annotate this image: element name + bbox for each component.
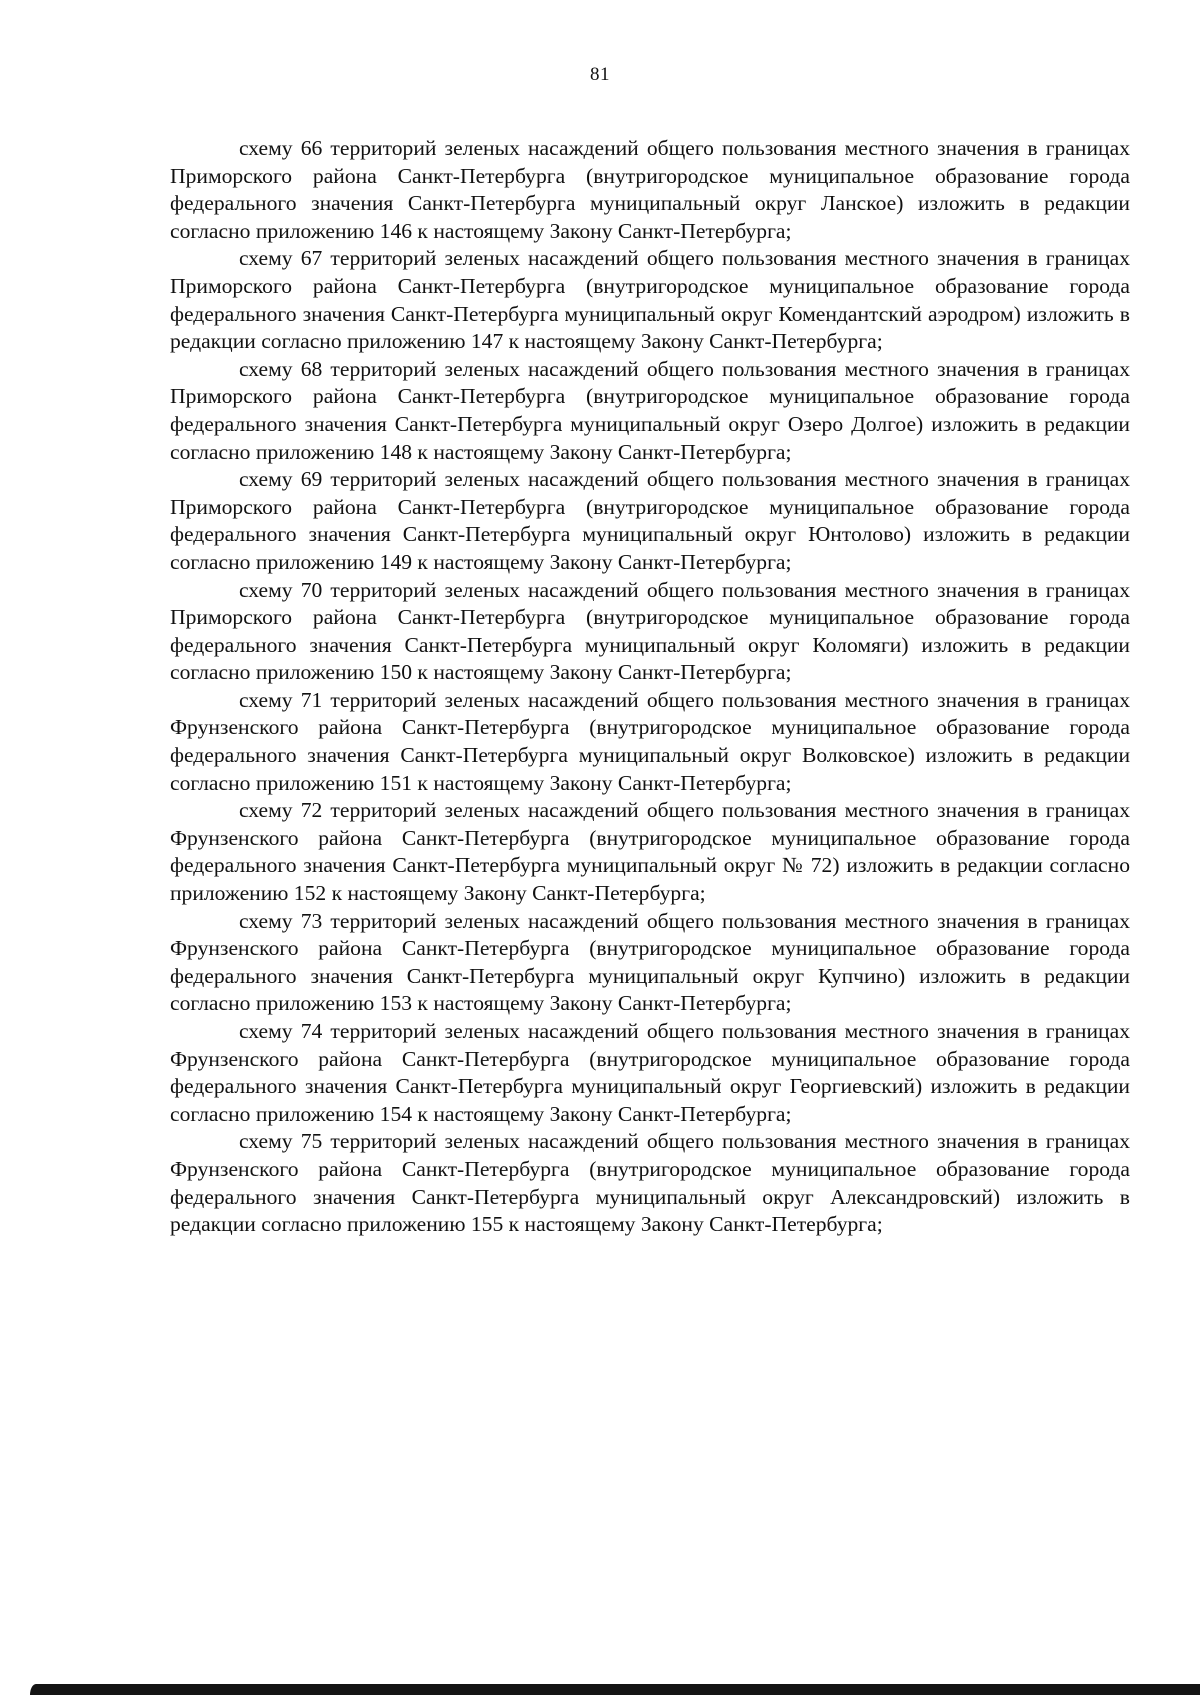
paragraph-scheme-67: схему 67 территорий зеленых насаждений общего пользования местного значения в границах Приморского района Санкт-Петербурга (внутригородское муниципальное образование города федерального значения Санкт-Петербурга муниципальный округ Комендантский аэродром) изложить в редакции согласно приложению 147 к настоящему Закону Санкт-Петербурга; (170, 246, 1130, 354)
paragraph-scheme-74: схему 74 территорий зеленых насаждений общего пользования местного значения в границах Фрунзенского района Санкт-Петербурга (внутригородское муниципальное образование города федерального значения Санкт-Петербурга муниципальный округ Георгиевский) изложить в редакции согласно приложению 154 к настоящему Закону Санкт-Петербурга; (170, 1019, 1130, 1126)
paragraph-scheme-70: схему 70 территорий зеленых насаждений общего пользования местного значения в границах Приморского района Санкт-Петербурга (внутригородское муниципальное образование города федерального значения Санкт-Петербурга муниципальный округ Коломяги) изложить в редакции согласно приложению 150 к настоящему Закону Санкт-Петербурга; (170, 577, 1130, 685)
paragraph-scheme-69: схему 69 территорий зеленых насаждений общего пользования местного значения в границах Приморского района Санкт-Петербурга (внутригородское муниципальное образование города федерального значения Санкт-Петербурга муниципальный округ Юнтолово) изложить в редакции согласно приложению 149 к настоящему Закону Санкт-Петербурга; (170, 467, 1130, 574)
paragraph-scheme-66: схему 66 территорий зеленых насаждений общего пользования местного значения в границах Приморского района Санкт-Петербурга (внутригородское муниципальное образование города федерального значения Санкт-Петербурга муниципальный округ Ланское) изложить в редакции согласно приложению 146 к настоящему Закону Санкт-Петербурга; (170, 136, 1130, 243)
document-body (170, 135, 1130, 1239)
paragraph-scheme-75: схему 75 территорий зеленых насаждений общего пользования местного значения в границах Фрунзенского района Санкт-Петербурга (внутригородское муниципальное образование города федерального значения Санкт-Петербурга муниципальный округ Александровский) изложить в редакции согласно приложению 155 к настоящему Закону Санкт-Петербурга; (170, 1129, 1130, 1237)
page-number: 81 (590, 64, 610, 85)
paragraph-scheme-68: схему 68 территорий зеленых насаждений общего пользования местного значения в границах Приморского района Санкт-Петербурга (внутригородское муниципальное образование города федерального значения Санкт-Петербурга муниципальный округ Озеро Долгое) изложить в редакции согласно приложению 148 к настоящему Закону Санкт-Петербурга; (170, 356, 1130, 464)
paragraph-scheme-72: схему 72 территорий зеленых насаждений общего пользования местного значения в границах Фрунзенского района Санкт-Петербурга (внутригородское муниципальное образование города федерального значения Санкт-Петербурга муниципальный округ № 72) изложить в редакции согласно приложению 152 к настоящему Закону Санкт-Петербурга; (170, 798, 1130, 906)
paragraph-scheme-71: схему 71 территорий зеленых насаждений общего пользования местного значения в границах Фрунзенского района Санкт-Петербурга (внутригородское муниципальное образование города федерального значения Санкт-Петербурга муниципальный округ Волковское) изложить в редакции согласно приложению 151 к настоящему Закону Санкт-Петербурга; (170, 687, 1130, 795)
paragraph-scheme-73: схему 73 территорий зеленых насаждений общего пользования местного значения в границах Фрунзенского района Санкт-Петербурга (внутригородское муниципальное образование города федерального значения Санкт-Петербурга муниципальный округ Купчино) изложить в редакции согласно приложению 153 к настоящему Закону Санкт-Петербурга; (170, 908, 1130, 1016)
scan-bottom-edge (30, 1684, 1200, 1695)
